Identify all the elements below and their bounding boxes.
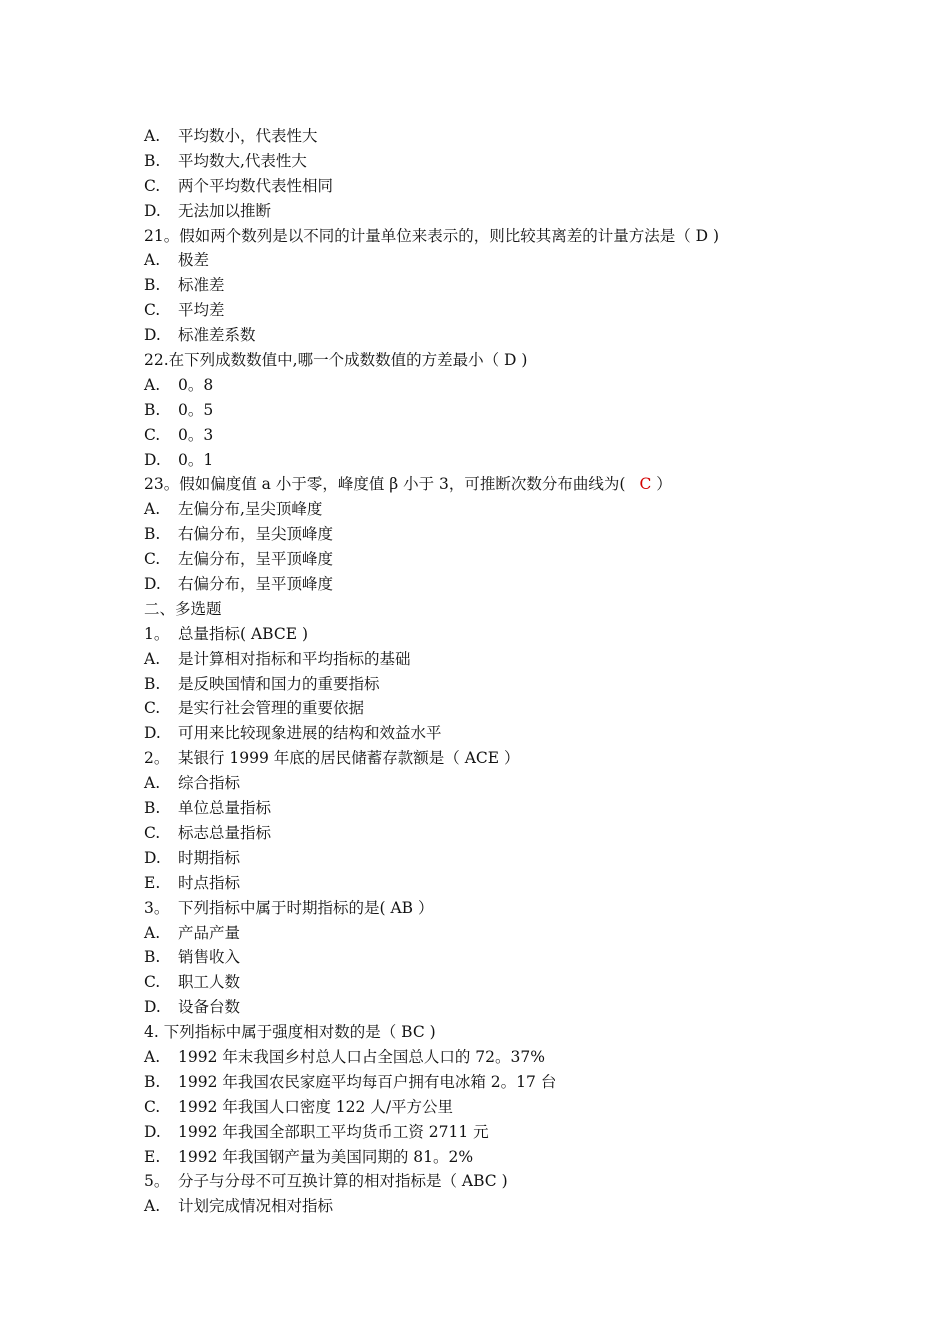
option-line — [144, 746, 910, 771]
option-line — [144, 373, 910, 398]
line-text: 1992 年我国全部职工平均货币工资 2711 元 — [178, 1122, 489, 1141]
option-line — [144, 945, 910, 970]
line-text: 总量指标( ABCE ) — [178, 624, 308, 643]
option-line — [144, 622, 910, 647]
option-line — [144, 199, 910, 224]
option-label: D. — [144, 724, 161, 743]
option-line — [144, 647, 910, 672]
line-text: 左偏分布，呈平顶峰度 — [178, 550, 334, 569]
option-label: A. — [144, 127, 161, 145]
line-text: 单位总量指标 — [178, 799, 272, 818]
line-text: 标志总量指标 — [178, 823, 272, 842]
option-line — [144, 995, 910, 1020]
option-line — [144, 149, 910, 174]
line-text: 时期指标 — [178, 848, 241, 867]
line-text: 产品产量 — [178, 923, 241, 942]
line-text: 是计算相对指标和平均指标的基础 — [178, 649, 411, 668]
option-label: B. — [144, 400, 161, 419]
option-line — [144, 448, 910, 473]
line-text: 4. 下列指标中属于强度相对数的是（ BC ) — [144, 1023, 436, 1042]
line-text: 平均数小，代表性大 — [178, 127, 318, 145]
option-label: C. — [144, 425, 161, 444]
option-label: D. — [144, 575, 161, 594]
line-text: 平均数大,代表性大 — [178, 151, 307, 170]
option-label: D. — [144, 1122, 161, 1141]
line-text: 分子与分母不可互换计算的相对指标是（ ABC ) — [178, 1172, 508, 1191]
line-text: 计划完成情况相对指标 — [178, 1197, 334, 1216]
line-text: 二、多选题 — [144, 599, 222, 618]
option-line — [144, 1120, 910, 1145]
line-text-end: ） — [651, 475, 672, 494]
line-text: 23。假如偏度值 a 小于零，峰度值 β 小于 3，可推断次数分布曲线为( — [144, 475, 626, 494]
option-line — [144, 1145, 910, 1170]
question-line — [144, 1020, 910, 1045]
line-text: 1992 年我国钢产量为美国同期的 81。2% — [178, 1147, 474, 1166]
line-text: 下列指标中属于时期指标的是( AB ） — [178, 898, 434, 917]
line-text: 右偏分布，呈平顶峰度 — [178, 575, 334, 594]
option-line — [144, 323, 910, 348]
option-label: 3。 — [144, 898, 170, 917]
option-line — [144, 871, 910, 896]
line-text: 销售收入 — [178, 948, 241, 967]
question-line — [144, 597, 910, 622]
line-text: 0。1 — [178, 450, 214, 469]
option-label: E. — [144, 1147, 161, 1166]
option-label: C. — [144, 176, 161, 195]
document-body — [144, 124, 910, 1219]
option-line — [144, 1045, 910, 1070]
option-line — [144, 547, 910, 572]
option-line — [144, 970, 910, 995]
option-line — [144, 821, 910, 846]
option-label: A. — [144, 1197, 161, 1216]
option-line — [144, 298, 910, 323]
option-line — [144, 921, 910, 946]
question-line — [144, 472, 910, 497]
option-label: C. — [144, 1097, 161, 1116]
option-label: B. — [144, 276, 161, 295]
option-line — [144, 497, 910, 522]
line-text: 极差 — [178, 251, 210, 270]
option-label: C. — [144, 823, 161, 842]
line-text: 两个平均数代表性相同 — [178, 176, 334, 195]
line-text: 综合指标 — [178, 774, 241, 793]
option-line — [144, 672, 910, 697]
question-line — [144, 348, 910, 373]
question-line — [144, 224, 910, 249]
option-label: 5。 — [144, 1172, 170, 1191]
option-line — [144, 796, 910, 821]
option-label: B. — [144, 1072, 161, 1091]
line-text: 0。5 — [178, 400, 214, 419]
option-line — [144, 522, 910, 547]
line-text: 平均差 — [178, 301, 225, 320]
line-text: 0。8 — [178, 375, 214, 394]
option-label: B. — [144, 674, 161, 693]
option-label: B. — [144, 151, 161, 170]
option-label: D. — [144, 848, 161, 867]
option-label: A. — [144, 500, 161, 519]
option-label: A. — [144, 649, 161, 668]
line-text: 21。假如两个数列是以不同的计量单位来表示的，则比较其离差的计量方法是（ D ) — [144, 226, 720, 245]
line-text: 22.在下列成数数值中,哪一个成数数值的方差最小（ D ) — [144, 351, 528, 370]
option-line — [144, 771, 910, 796]
option-line — [144, 423, 910, 448]
option-label: B. — [144, 948, 161, 967]
option-line — [144, 1070, 910, 1095]
line-text: 职工人数 — [178, 973, 241, 992]
option-label: C. — [144, 301, 161, 320]
option-label: A. — [144, 1047, 161, 1066]
option-label: D. — [144, 201, 161, 220]
option-line — [144, 572, 910, 597]
line-text: 0。3 — [178, 425, 214, 444]
option-line — [144, 846, 910, 871]
line-text: 是实行社会管理的重要依据 — [178, 699, 365, 718]
line-text: 可用来比较现象进展的结构和效益水平 — [178, 724, 442, 743]
line-text: 标准差系数 — [178, 326, 256, 345]
answer-highlight: C — [639, 475, 652, 494]
option-line — [144, 896, 910, 921]
line-text: 1992 年我国人口密度 122 人/平方公里 — [178, 1097, 454, 1116]
line-text: 时点指标 — [178, 873, 241, 892]
option-line — [144, 398, 910, 423]
option-label: C. — [144, 699, 161, 718]
option-label: D. — [144, 998, 161, 1017]
option-label: D. — [144, 326, 161, 345]
line-text: 标准差 — [178, 276, 225, 295]
option-label: A. — [144, 774, 161, 793]
option-label: 1。 — [144, 624, 170, 643]
option-line — [144, 124, 910, 149]
line-text: 右偏分布，呈尖顶峰度 — [178, 525, 334, 544]
option-label: D. — [144, 450, 161, 469]
option-label: B. — [144, 525, 161, 544]
option-line — [144, 1194, 910, 1219]
option-label: B. — [144, 799, 161, 818]
option-label: C. — [144, 550, 161, 569]
option-label: 2。 — [144, 749, 170, 768]
option-line — [144, 1169, 910, 1194]
option-line — [144, 1095, 910, 1120]
option-label: A. — [144, 251, 161, 270]
line-text: 1992 年末我国乡村总人口占全国总人口的 72。37% — [178, 1047, 545, 1066]
option-line — [144, 273, 910, 298]
line-text: 无法加以推断 — [178, 201, 272, 220]
option-line — [144, 696, 910, 721]
option-line — [144, 248, 910, 273]
line-text: 某银行 1999 年底的居民储蓄存款额是（ ACE ） — [178, 749, 520, 768]
option-label: A. — [144, 375, 161, 394]
option-label: C. — [144, 973, 161, 992]
line-text: 设备台数 — [178, 998, 241, 1017]
option-label: E. — [144, 873, 161, 892]
line-text: 1992 年我国农民家庭平均每百户拥有电冰箱 2。17 台 — [178, 1072, 557, 1091]
line-text: 是反映国情和国力的重要指标 — [178, 674, 380, 693]
line-text: 左偏分布,呈尖顶峰度 — [178, 500, 323, 519]
option-label: A. — [144, 923, 161, 942]
option-line — [144, 174, 910, 199]
option-line — [144, 721, 910, 746]
